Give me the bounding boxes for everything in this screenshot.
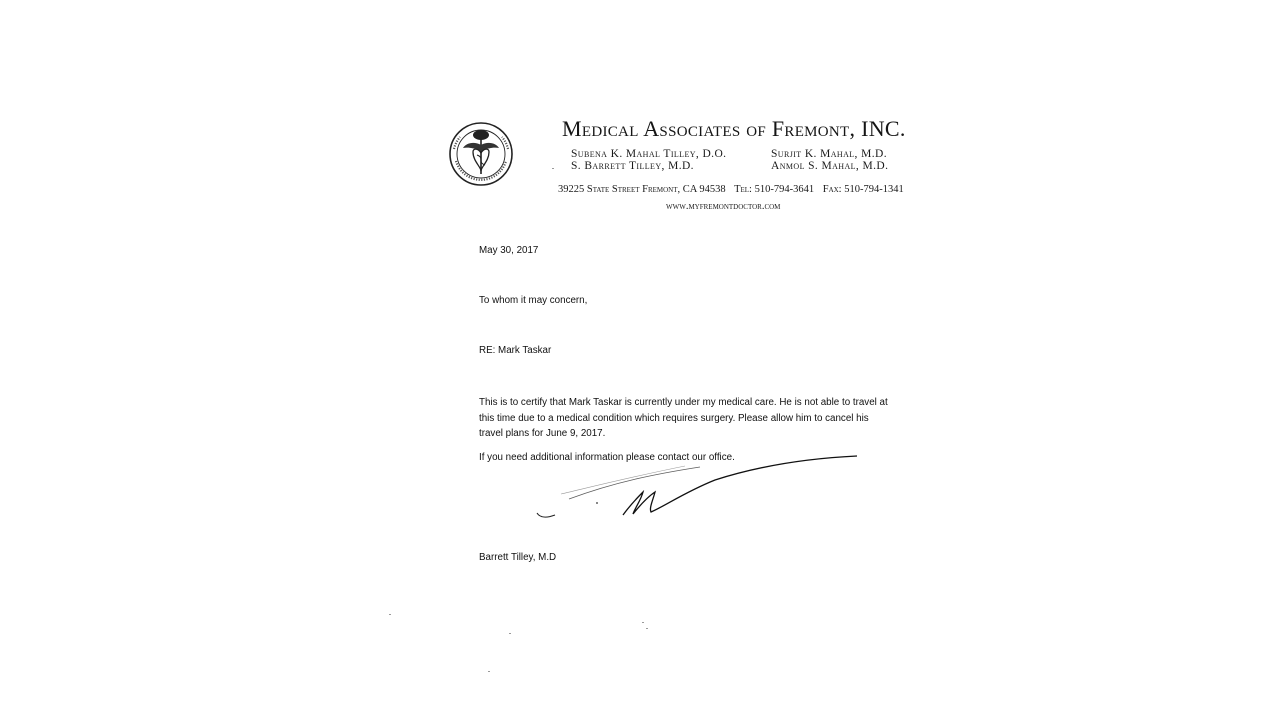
closing-line: If you need additional information please contact our office. [479,452,735,463]
salutation: To whom it may concern, [479,295,588,306]
letter-date: May 30, 2017 [479,245,539,256]
signer-name: Barrett Tilley, M.D [479,552,557,563]
body-paragraph [479,395,919,442]
body-line: This is to certify that Mark Taskar is currently under my medical care. He is not able to travel at [479,397,888,408]
telephone: Tel: 510-794-3641 [734,184,815,195]
street-address: 39225 State Street Fremont, CA 94538 [558,184,726,195]
re-line: RE: Mark Taskar [479,345,552,356]
scan-speck [552,168,554,169]
website-url: www.myfremontdoctor.com [666,201,781,212]
doctor-name-3: Surjit K. Mahal, M.D. [771,148,887,160]
doctor-name-1: Subena K. Mahal Tilley, D.O. [571,148,727,160]
scan-speck [642,622,644,623]
caduceus-seal-logo [446,121,516,187]
organization-name: Medical Associates of Fremont, INC. [562,116,906,141]
doctor-name-4: Anmol S. Mahal, M.D. [771,160,889,172]
scan-speck [488,671,490,672]
body-line: this time due to a medical condition which requires surgery. Please allow him to cancel his [479,412,869,424]
scan-speck [509,633,511,634]
handwritten-signature [535,452,865,524]
fax: Fax: 510-794-1341 [822,184,904,195]
scan-speck [389,614,391,615]
contact-line [558,184,910,195]
body-line: travel plans for June 9, 2017. [479,428,606,439]
scan-speck [646,628,648,629]
doctor-name-2: S. Barrett Tilley, M.D. [571,160,694,172]
